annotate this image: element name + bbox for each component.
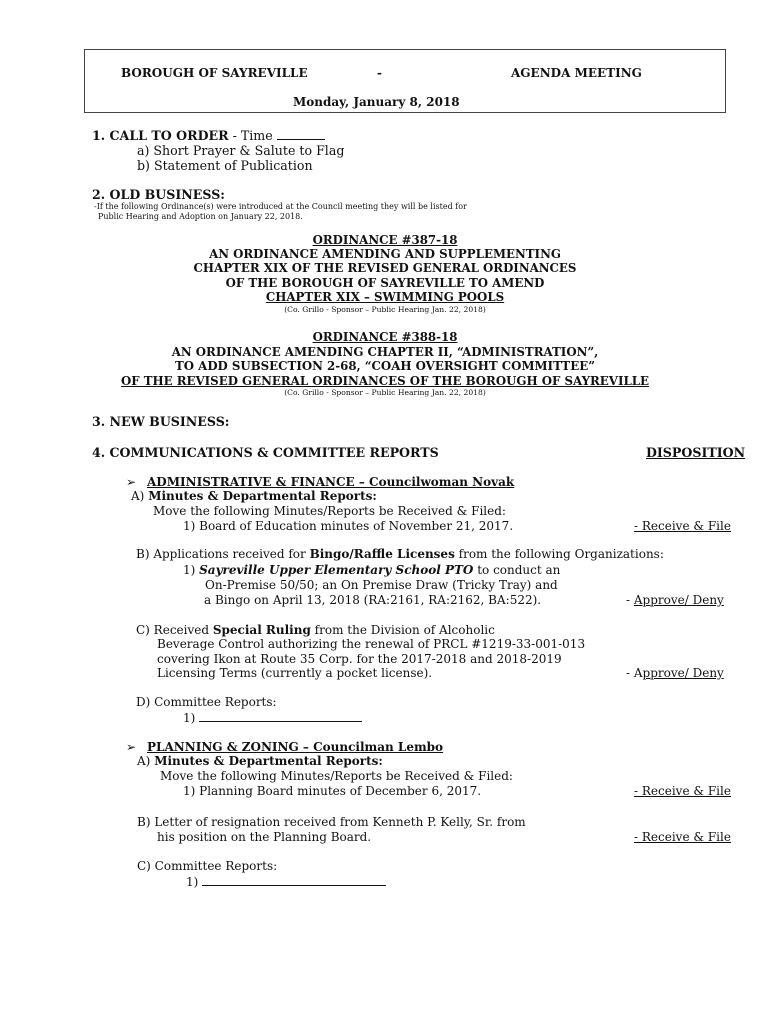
admin-a-disposition: - Receive & File	[634, 519, 731, 533]
admin-d-blank	[199, 710, 362, 722]
old-business-heading: 2. OLD BUSINESS:	[92, 187, 225, 202]
admin-c-post: from the Division of Alcoholic	[310, 623, 495, 637]
new-business-heading: 3. NEW BUSINESS:	[92, 414, 230, 429]
admin-c-line-2: Beverage Control authorizing the renewal of PRCL #1219-33-001-013	[157, 637, 586, 651]
planning-heading: PLANNING & ZONING – Councilman Lembo	[147, 740, 444, 754]
admin-a-label: A)	[131, 489, 145, 503]
planning-c-item	[186, 874, 386, 889]
ordinance-388-sponsor: (Co. Grillo - Sponsor – Public Hearing Jan. 22, 2018)	[284, 388, 486, 397]
admin-d-label: D) Committee Reports:	[136, 695, 277, 709]
communications-heading: 4. COMMUNICATIONS & COMMITTEE REPORTS	[92, 445, 439, 460]
admin-c-line-3: covering Ikon at Route 35 Corp. for the 2017-2018 and 2018-2019	[157, 652, 562, 666]
admin-b-item	[183, 563, 560, 577]
old-business-note-1: -If the following Ordinance(s) were introduced at the Council meeting they will be listed for	[94, 202, 467, 211]
admin-b-line-2: On-Premise 50/50; an On Premise Draw (Tricky Tray) and	[205, 578, 558, 592]
admin-c-disposition	[626, 666, 724, 680]
admin-arrow-icon: ➢	[126, 475, 137, 489]
time-label: - Time	[232, 128, 273, 143]
call-to-order	[92, 128, 325, 143]
disposition-heading: DISPOSITION	[646, 445, 746, 460]
call-item-a: a) Short Prayer & Salute to Flag	[137, 143, 345, 158]
admin-b-disposition	[626, 593, 724, 607]
planning-a-row	[137, 754, 383, 768]
planning-b-disposition: - Receive & File	[634, 830, 731, 844]
admin-b-item-post: to conduct an	[473, 563, 561, 577]
admin-a-heading: Minutes & Departmental Reports:	[148, 489, 377, 503]
meeting-type: AGENDA MEETING	[511, 66, 642, 80]
ordinance-388-number: ORDINANCE #388-18	[312, 330, 458, 344]
meeting-date: Monday, January 8, 2018	[293, 95, 460, 109]
ordinance-387-sponsor: (Co. Grillo - Sponsor – Public Hearing Jan. 22, 2018)	[284, 305, 486, 314]
planning-a-heading: Minutes & Departmental Reports:	[154, 754, 383, 768]
admin-a-item: 1) Board of Education minutes of November 21, 2017.	[183, 519, 514, 533]
call-item-b: b) Statement of Publication	[137, 158, 313, 173]
admin-c-bold: Special Ruling	[212, 623, 311, 637]
admin-b-disp-text: Approve/ Deny	[633, 593, 724, 607]
admin-c-pre: C) Received	[136, 623, 213, 637]
admin-b-post: from the following Organizations:	[454, 547, 664, 561]
admin-d-item-num: 1)	[183, 711, 196, 725]
ordinance-388-line-2: TO ADD SUBSECTION 2-68, “COAH OVERSIGHT COMMITTEE”	[175, 359, 595, 373]
ordinance-387-line-1: AN ORDINANCE AMENDING AND SUPPLEMENTING	[209, 247, 561, 261]
planning-c-item-num: 1)	[186, 875, 199, 889]
admin-c-disp-dash: - A	[626, 666, 643, 680]
admin-c-line-4: Licensing Terms (currently a pocket license).	[157, 666, 433, 680]
planning-b-line-2: his position on the Planning Board.	[157, 830, 372, 844]
admin-d-item	[183, 710, 362, 725]
admin-c-row	[136, 623, 495, 637]
planning-a-label: A)	[137, 754, 151, 768]
admin-b-disp-dash: -	[626, 593, 634, 607]
admin-a-row	[131, 489, 377, 503]
ordinance-387-chapter: CHAPTER XIX – SWIMMING POOLS	[265, 290, 505, 304]
old-business-note-2: Public Hearing and Adoption on January 22, 2018.	[98, 212, 303, 221]
admin-a-move: Move the following Minutes/Reports be Received & Filed:	[153, 504, 506, 518]
admin-b-row	[136, 547, 664, 561]
planning-arrow-icon: ➢	[126, 740, 137, 754]
ordinance-387-line-2: CHAPTER XIX OF THE REVISED GENERAL ORDINANCES	[193, 261, 577, 275]
borough-name: BOROUGH OF SAYREVILLE	[121, 66, 308, 80]
admin-b-line-3: a Bingo on April 13, 2018 (RA:2161, RA:2162, BA:522).	[204, 593, 542, 607]
ordinance-387-line-3: OF THE BOROUGH OF SAYREVILLE TO AMEND	[225, 276, 545, 290]
admin-b-pre: B) Applications received for	[136, 547, 310, 561]
ordinance-388-underlined: OF THE REVISED GENERAL ORDINANCES OF THE BOROUGH OF SAYREVILLE	[120, 374, 650, 388]
admin-b-item-org: Sayreville Upper Elementary School PTO	[199, 563, 474, 577]
admin-c-disp-text: pprove/ Deny	[642, 666, 724, 680]
time-blank	[277, 128, 325, 140]
planning-c-label: C) Committee Reports:	[137, 859, 278, 873]
planning-a-move: Move the following Minutes/Reports be Received & Filed:	[160, 769, 513, 783]
planning-a-item: 1) Planning Board minutes of December 6, 2017.	[183, 784, 482, 798]
planning-b-line-1: B) Letter of resignation received from Kenneth P. Kelly, Sr. from	[137, 815, 526, 829]
admin-b-bold: Bingo/Raffle Licenses	[309, 547, 455, 561]
planning-a-disposition: - Receive & File	[634, 784, 731, 798]
planning-c-blank	[202, 874, 386, 886]
ordinance-388-line-1: AN ORDINANCE AMENDING CHAPTER II, “ADMINISTRATION”,	[171, 345, 599, 359]
call-to-order-heading: 1. CALL TO ORDER	[92, 128, 229, 143]
admin-heading: ADMINISTRATIVE & FINANCE – Councilwoman Novak	[147, 475, 515, 489]
admin-b-item-num: 1)	[183, 563, 200, 577]
ordinance-387-number: ORDINANCE #387-18	[312, 233, 458, 247]
header-dash: -	[377, 66, 382, 80]
